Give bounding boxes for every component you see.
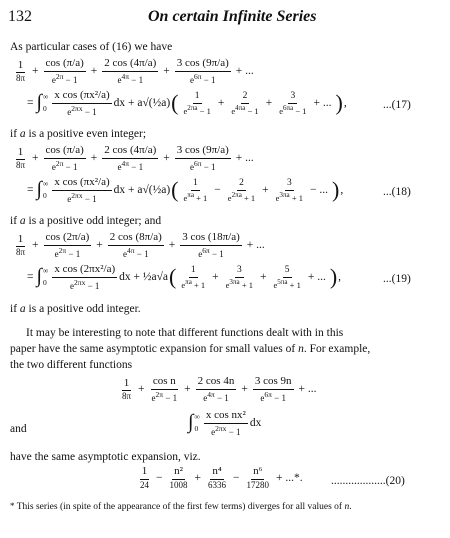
page-number: 132 (8, 8, 32, 25)
footnote (10, 500, 440, 514)
cond19: if a is a positive odd integer. (10, 303, 141, 315)
page-header (8, 8, 438, 28)
and-text: and (10, 423, 27, 435)
eq18-rhs: = ∫ ∞ 0 $\frac{\text{x cos (πx²/a)}}{e^{2\pi x} - 1}$ dx + a√(½a) ( $\frac{1}{e^{\pi a} + 1}$ − $\frac{2}{e^{2\pi a} + 1}$ + $\frac{3}{e^{3\pi a} + 1}$ − ... ) , (27, 176, 344, 204)
eq18-label: ...(18) (383, 186, 411, 198)
same-expansion-text: have the same asymptotic expansion, viz. (10, 451, 201, 463)
eq17-rhs: = ∫ ∞ 0 $\frac{\text{x cos (πx²/a)}}{e^{2\pi x} - 1}$ dx + a√(½a) ( $\frac{1}{e^{2\pi a} - 1}$ + $\frac{2}{e^{4\pi a} - 1}$ + $\frac{3}{e^{6\pi a} - 1}$ + ... ) , (27, 89, 347, 117)
eq18-lhs: $\frac{1}{8\pi}$ + $\frac{\cos (\pi/a)}{e^{2\pi} - 1}$ + $\frac{2 \cos (4\pi/a)}{e^{4\pi} - 1}$ + $\frac{3 \cos (9\pi/a)}{e^{6\pi} - 1}$ + ... (16, 144, 254, 172)
paragraph-line-2: paper have the same asymptotic expansion for small values of n. For example, (10, 343, 371, 355)
cond17: if a is a positive even integer; (10, 128, 147, 140)
function-2: ∫ ∞ 0 $\frac{\text{x cos nx²}}{e^{2\pi x} - 1}$ dx (188, 409, 262, 437)
cond18: if a is a positive odd integer; and (10, 215, 162, 227)
eq20-label: ...................(20) (331, 475, 405, 487)
intro-text: As particular cases of (16) we have (10, 41, 173, 53)
running-title: On certain Infinite Series (148, 8, 317, 25)
paragraph-line-3: the two different functions (10, 359, 133, 371)
eq19-rhs: = ∫ ∞ 0 $\frac{\text{x cos (2πx²/a)}}{e^{2\pi x} - 1}$ dx + ½a√a ( $\frac{1}{e^{\pi a} + 1}$ + $\frac{3}{e^{3\pi a} + 1}$ + $\frac{5}{e^{5\pi a} + 1}$ + ... ) , (27, 263, 342, 291)
paragraph-line-1: It may be interesting to note that different functions dealt with in this (26, 327, 344, 339)
eq17-lhs: $\frac{1}{8\pi}$ + $\frac{\cos (\pi/a)}{e^{2\pi} - 1}$ + $\frac{2 \cos (4\pi/a)}{e^{4\pi} - 1}$ + $\frac{3 \cos (9\pi/a)}{e^{6\pi} - 1}$ + ... (16, 57, 254, 85)
eq17-label: ...(17) (383, 99, 411, 111)
eq19-label: ...(19) (383, 273, 411, 285)
footnote-text: * This series (in spite of the appearance of the first few terms) diverges for all values of n. (10, 501, 352, 512)
function-1: $\frac{1}{8\pi}$ + $\frac{\text{cos n}}{e^{2\pi} - 1}$ + $\frac{2 \cos 4n}{e^{4\pi} - 1}$ + $\frac{3 \cos 9n}{e^{6\pi} - 1}$ + ... (122, 375, 317, 403)
eq19-lhs: $\frac{1}{8\pi}$ + $\frac{\cos (2\pi/a)}{e^{2\pi} - 1}$ + $\frac{2 \cos (8\pi/a)}{e^{4\pi} - 1}$ + $\frac{3 \cos (18\pi/a)}{e^{6\pi} - 1}$ + ... (16, 231, 265, 259)
eq20: $\frac{1}{24}$ − $\frac{\text{n²}}{1008}$ + $\frac{\text{n⁴}}{6336}$ − $\frac{\text{n⁶}}{17280}$ + ...*. (140, 465, 303, 490)
